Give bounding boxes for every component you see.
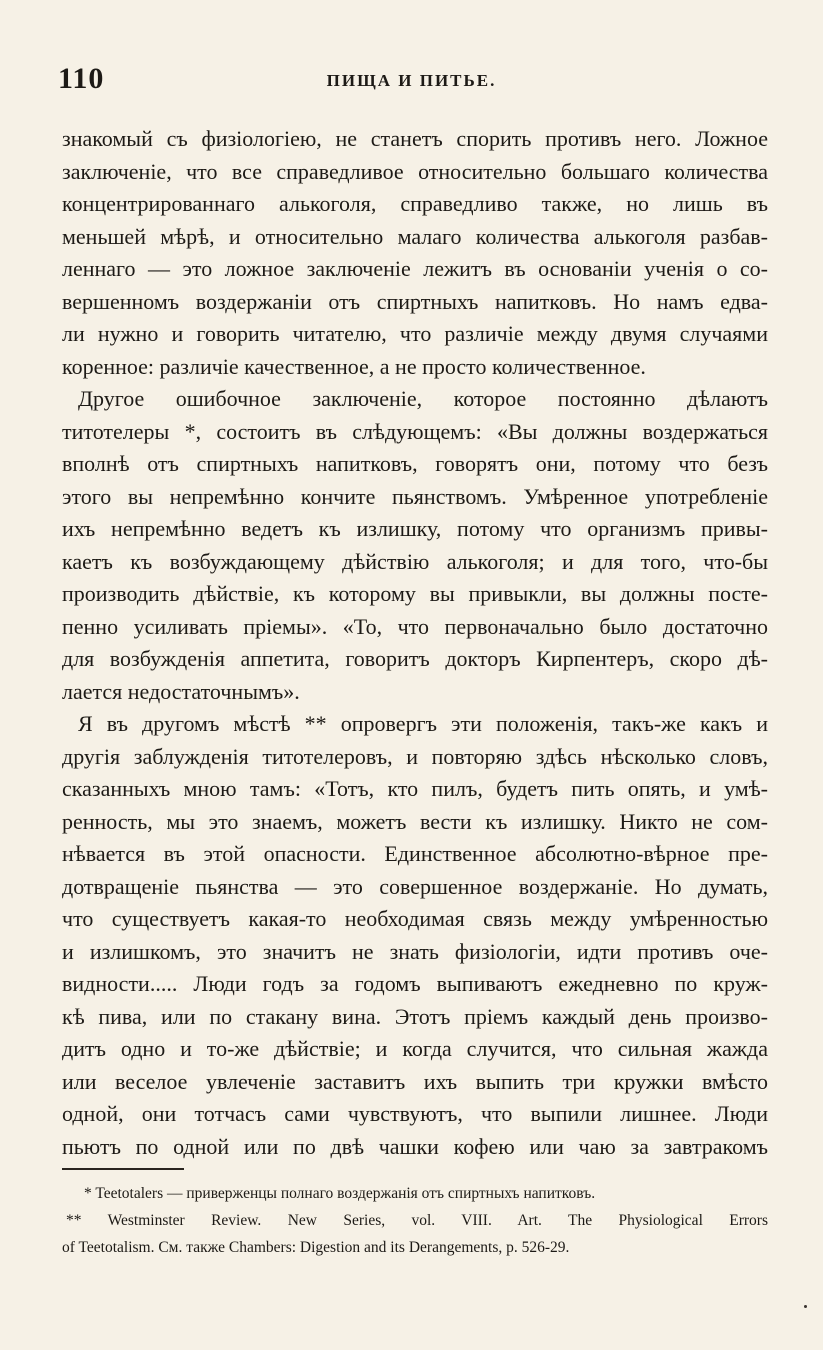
text-line: и излишкомъ, это значитъ не знать физіологіи, идти противъ оче- <box>62 938 768 964</box>
text-line: ихъ непремѣнно ведетъ къ излишку, потому что организмъ привы- <box>62 516 768 541</box>
footnote-line: of Teetotalism. См. также Chambers: Digestion and its Derangements, p. 526-29. <box>62 1239 570 1256</box>
text-line: пьютъ по одной или по двѣ чашки кофею или чаю за завтракомъ <box>62 1133 768 1159</box>
text-line: леннаго — это ложное заключеніе лежитъ въ основаніи ученія о со- <box>62 256 768 281</box>
text-line: видности..... Люди годъ за годомъ выпиваютъ ежедневно по круж- <box>62 971 768 996</box>
footnotes <box>62 1180 768 1261</box>
paper-speck <box>804 1305 807 1308</box>
text-line: каетъ къ возбуждающему дѣйствію алькоголя; и для того, что-бы <box>62 548 768 574</box>
text-line: ренность, мы это знаемъ, можетъ вести къ излишку. Никто не сом- <box>62 808 768 834</box>
text-line: коренное: различіе качественное, а не просто количественное. <box>62 353 646 379</box>
text-line: ли нужно и говорить читателю, что различіе между двумя случаями <box>62 321 768 346</box>
text-line: Другое ошибочное заключеніе, которое постоянно дѣлаютъ <box>78 386 768 411</box>
footnote-line: ** Westminster Review. New Series, vol. VIII. Art. The Physiological Errors <box>66 1212 768 1229</box>
text-line: одной, они тотчасъ сами чувствуютъ, что выпили лишнее. Люди <box>62 1101 768 1126</box>
text-line: дитъ одно и то-же дѣйствіе; и когда случится, что сильная жажда <box>62 1036 768 1061</box>
text-line: заключеніе, что все справедливое относительно большаго количества <box>62 158 768 184</box>
text-line: вполнѣ отъ спиртныхъ напитковъ, говорятъ они, потому что безъ <box>62 451 768 476</box>
text-line: что существуетъ какая-то необходимая связь между умѣренностью <box>62 906 768 931</box>
running-title: ПИЩА И ПИТЬЕ. <box>326 71 497 90</box>
text-line: производить дѣйствіе, къ которому вы привыкли, вы должны посте- <box>62 581 768 606</box>
footnote-divider <box>62 1168 184 1170</box>
text-line: другія заблужденія титотелеровъ, и повторяю здѣсь нѣсколько словъ, <box>62 743 768 769</box>
text-line: для возбужденія аппетита, говоритъ докторъ Кирпентеръ, скоро дѣ- <box>62 646 768 671</box>
text-line: меньшей мѣрѣ, и относительно малаго количества алькоголя разбав- <box>62 223 768 249</box>
text-line: пенно усиливать пріемы». «То, что первоначально было достаточно <box>62 613 768 639</box>
text-line: дотвращеніе пьянства — это совершенное воздержаніе. Но думать, <box>62 873 768 899</box>
footnote-line: * Teetotalers — приверженцы полнаго воздержанія отъ спиртныхъ напитковъ. <box>84 1185 596 1202</box>
text-line: этого вы непремѣнно кончите пьянствомъ. Умѣренное употребленіе <box>62 483 768 509</box>
text-line: нѣвается въ этой опасности. Единственное абсолютно-вѣрное пре- <box>62 841 768 866</box>
text-line: титотелеры *, состоитъ въ слѣдующемъ: «Вы должны воздержаться <box>62 418 768 444</box>
text-line: лается недостаточнымъ». <box>62 678 300 704</box>
text-line: концентрированнаго алькоголя, справедливо также, но лишь въ <box>62 191 768 216</box>
text-line: вершенномъ воздержаніи отъ спиртныхъ напитковъ. Но намъ едва- <box>62 288 768 314</box>
page-number: 110 <box>58 62 105 95</box>
text-line: сказанныхъ мною тамъ: «Тотъ, кто пилъ, будетъ пить опять, и умѣ- <box>62 776 768 801</box>
text-line: знакомый съ физіологіею, не станетъ спорить противъ него. Ложное <box>62 126 768 151</box>
text-line: или веселое увлеченіе заставитъ ихъ выпить три кружки вмѣсто <box>62 1068 768 1094</box>
text-line: Я въ другомъ мѣстѣ ** опровергъ эти положенія, такъ-же какъ и <box>78 711 768 736</box>
text-line: кѣ пива, или по стакану вина. Этотъ пріемъ каждый день произво- <box>62 1003 768 1029</box>
body-text <box>62 123 768 1163</box>
